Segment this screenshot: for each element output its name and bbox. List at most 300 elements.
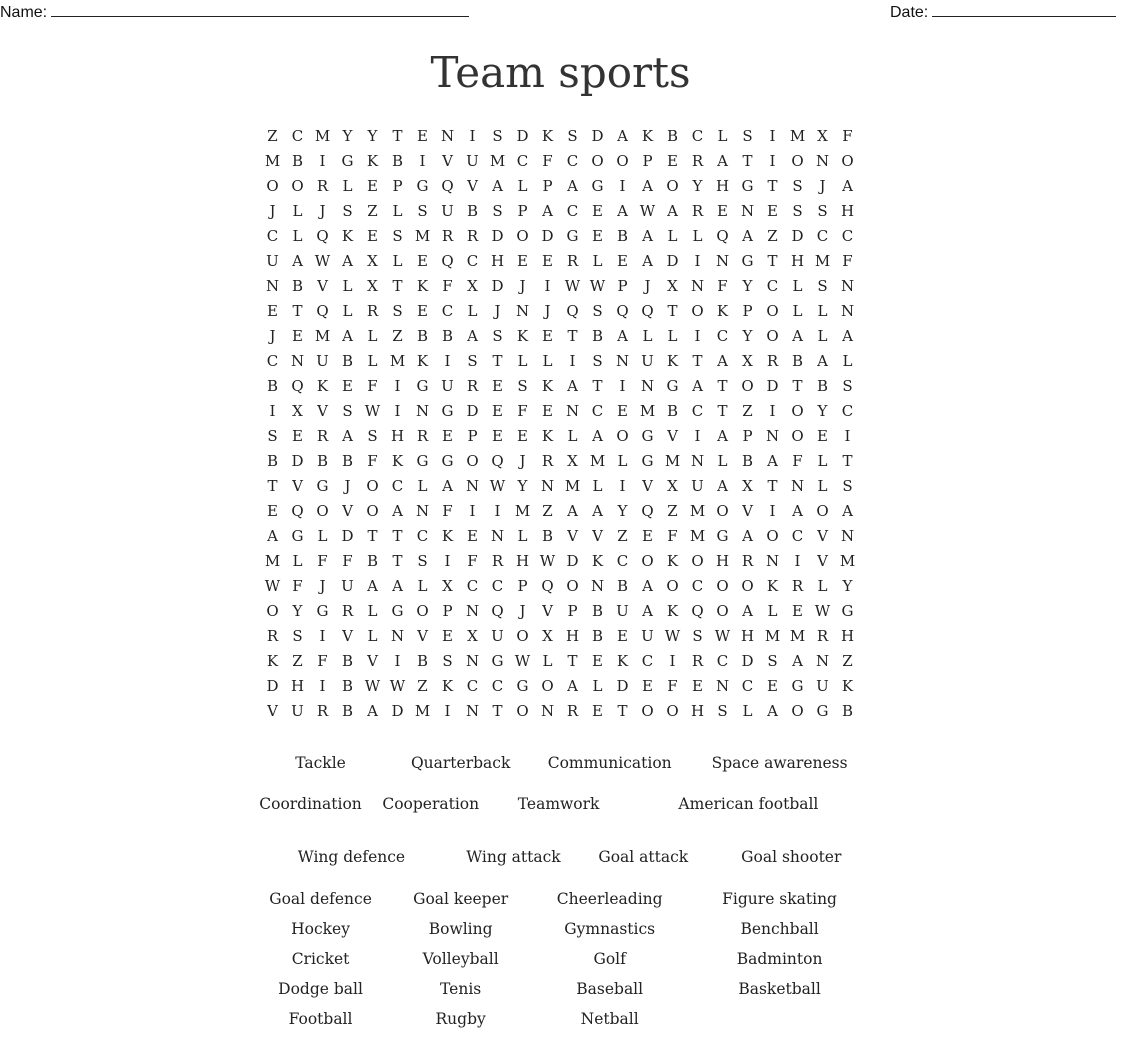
grid-letter: A (642, 577, 653, 595)
grid-letter: N (465, 702, 480, 720)
grid-letter: I (694, 252, 701, 270)
grid-letter: H (740, 627, 755, 645)
grid-letter: I (769, 152, 776, 170)
grid-letter: I (619, 477, 626, 495)
grid-letter: S (717, 702, 728, 720)
word-bank-item: Space awareness (711, 753, 848, 772)
grid-letter: E (367, 227, 378, 245)
grid-letter: U (816, 677, 829, 695)
grid-letter: K (616, 652, 629, 670)
grid-letter: E (492, 402, 503, 420)
grid-letter: D (591, 127, 604, 145)
grid-letter: R (491, 552, 504, 570)
grid-letter: N (740, 202, 755, 220)
grid-letter: I (394, 377, 401, 395)
grid-letter: O (416, 602, 429, 620)
grid-letter: G (291, 527, 304, 545)
grid-letter: K (541, 127, 554, 145)
grid-letter: O (741, 577, 754, 595)
grid-letter: A (267, 527, 278, 545)
grid-letter: Y (742, 327, 753, 345)
grid-letter: M (664, 452, 681, 470)
grid-letter: E (542, 252, 553, 270)
grid-letter: W (264, 577, 281, 595)
grid-letter: C (466, 252, 479, 270)
grid-letter: L (292, 227, 303, 245)
grid-letter: U (291, 702, 304, 720)
grid-letter: U (491, 627, 504, 645)
grid-letter: G (741, 177, 754, 195)
grid-letter: T (492, 702, 503, 720)
grid-letter: I (794, 552, 801, 570)
grid-letter: Q (291, 502, 304, 520)
grid-letter: M (689, 502, 706, 520)
grid-letter: A (792, 652, 803, 670)
grid-letter: N (290, 352, 305, 370)
grid-letter: S (517, 377, 528, 395)
grid-letter: X (742, 477, 753, 495)
grid-letter: O (516, 227, 529, 245)
grid-letter: T (592, 377, 603, 395)
word-bank-item: Cooperation (382, 795, 480, 813)
word-bank-row (250, 944, 870, 974)
grid-letter: M (389, 352, 406, 370)
grid-letter: K (341, 227, 354, 245)
grid-letter: Y (292, 602, 303, 620)
grid-letter: V (342, 502, 353, 520)
grid-letter: R (691, 202, 704, 220)
grid-letter: O (791, 702, 804, 720)
grid-letter: Y (692, 177, 703, 195)
grid-letter: R (791, 577, 804, 595)
grid-letter: O (716, 602, 729, 620)
grid-letter: L (342, 277, 353, 295)
grid-letter: L (367, 627, 378, 645)
grid-letter: D (516, 127, 529, 145)
grid-letter: A (642, 227, 653, 245)
grid-letter: S (392, 227, 403, 245)
grid-letter: I (569, 352, 576, 370)
grid-letter: D (766, 377, 779, 395)
grid-letter: E (667, 152, 678, 170)
grid-letter: W (514, 652, 531, 670)
grid-letter: O (741, 377, 754, 395)
grid-letter: I (444, 352, 451, 370)
grid-letter: A (492, 177, 503, 195)
grid-letter: K (841, 677, 854, 695)
grid-letter: O (791, 427, 804, 445)
grid-letter: C (566, 152, 579, 170)
word-bank-item: Goal shooter (741, 848, 842, 866)
grid-letter: K (416, 277, 429, 295)
grid-letter: B (316, 452, 329, 470)
word-bank-item: Coordination (259, 795, 362, 813)
grid-letter: F (367, 452, 378, 470)
grid-letter: C (841, 227, 854, 245)
grid-letter: V (367, 652, 378, 670)
grid-letter: W (714, 627, 731, 645)
grid-letter: F (667, 527, 678, 545)
grid-row (260, 124, 860, 149)
grid-letter: N (415, 502, 430, 520)
grid-letter: N (640, 377, 655, 395)
grid-letter: G (591, 177, 604, 195)
grid-letter: D (341, 527, 354, 545)
grid-letter: C (291, 127, 304, 145)
grid-letter: P (542, 177, 553, 195)
grid-letter: R (366, 302, 379, 320)
grid-letter: L (417, 477, 428, 495)
grid-letter: C (691, 402, 704, 420)
grid-letter: L (342, 302, 353, 320)
grid-letter: J (269, 327, 276, 345)
grid-letter: B (416, 327, 429, 345)
grid-letter: M (764, 627, 781, 645)
grid-letter: J (819, 177, 826, 195)
grid-letter: U (441, 202, 454, 220)
grid-letter: N (465, 652, 480, 670)
grid-letter: N (790, 477, 805, 495)
grid-letter: X (467, 277, 478, 295)
grid-letter: S (292, 627, 303, 645)
grid-letter: C (616, 552, 629, 570)
grid-row (260, 449, 860, 474)
grid-letter: M (314, 327, 331, 345)
grid-letter: S (267, 427, 278, 445)
grid-row (260, 574, 860, 599)
grid-letter: O (266, 177, 279, 195)
word-bank-item: Netball (580, 1009, 639, 1028)
word-bank-item: Volleyball (422, 949, 499, 968)
grid-letter: D (666, 252, 679, 270)
grid-letter: A (342, 327, 353, 345)
grid-letter: X (817, 127, 828, 145)
grid-letter: B (341, 652, 354, 670)
grid-letter: R (766, 352, 779, 370)
grid-row (260, 199, 860, 224)
grid-letter: Q (316, 302, 329, 320)
grid-letter: S (492, 127, 503, 145)
grid-letter: A (717, 152, 728, 170)
date-blank-line[interactable] (932, 2, 1116, 17)
grid-letter: Q (441, 177, 454, 195)
grid-letter: W (814, 602, 831, 620)
grid-letter: P (517, 202, 528, 220)
grid-letter: Z (292, 652, 303, 670)
grid-letter: E (417, 302, 428, 320)
grid-letter: G (516, 677, 529, 695)
grid-letter: V (592, 527, 603, 545)
grid-letter: T (842, 452, 853, 470)
grid-letter: V (292, 477, 303, 495)
grid-letter: D (491, 277, 504, 295)
grid-letter: I (394, 402, 401, 420)
grid-letter: N (590, 577, 605, 595)
grid-letter: O (291, 177, 304, 195)
grid-letter: N (615, 352, 630, 370)
grid-row (260, 474, 860, 499)
word-bank-item: Tenis (440, 979, 482, 998)
grid-letter: V (317, 402, 328, 420)
grid-letter: H (840, 202, 855, 220)
grid-letter: L (517, 527, 528, 545)
grid-letter: K (591, 552, 604, 570)
grid-letter: B (266, 452, 279, 470)
grid-letter: B (541, 527, 554, 545)
grid-letter: O (366, 477, 379, 495)
grid-letter: N (690, 277, 705, 295)
grid-letter: B (291, 152, 304, 170)
grid-letter: O (616, 427, 629, 445)
grid-row (260, 549, 860, 574)
word-bank-item: Basketball (738, 979, 821, 998)
grid-letter: B (266, 377, 279, 395)
grid-letter: L (542, 652, 553, 670)
grid-letter: L (592, 477, 603, 495)
grid-letter: C (641, 652, 654, 670)
word-bank-item: Figure skating (722, 889, 837, 908)
grid-letter: U (441, 377, 454, 395)
grid-letter: Q (566, 302, 579, 320)
grid-letter: D (266, 677, 279, 695)
grid-letter: Q (641, 502, 654, 520)
grid-letter: A (642, 252, 653, 270)
grid-letter: J (319, 202, 326, 220)
grid-letter: I (394, 652, 401, 670)
word-bank-item: Rugby (435, 1009, 486, 1028)
date-label: Date: (890, 4, 929, 21)
grid-letter: N (690, 452, 705, 470)
grid-letter: R (266, 627, 279, 645)
grid-letter: Y (342, 127, 353, 145)
grid-letter: A (767, 452, 778, 470)
grid-letter: A (717, 477, 728, 495)
grid-letter: A (442, 477, 453, 495)
grid-letter: L (567, 427, 578, 445)
word-bank-row (250, 1004, 870, 1034)
grid-letter: E (442, 627, 453, 645)
name-field[interactable] (0, 2, 469, 22)
grid-letter: O (616, 152, 629, 170)
grid-row (260, 149, 860, 174)
grid-letter: B (791, 352, 804, 370)
word-bank-item: Goal keeper (413, 889, 509, 908)
grid-letter: E (342, 377, 353, 395)
grid-letter: N (840, 527, 855, 545)
grid-letter: C (266, 227, 279, 245)
grid-letter: Z (742, 402, 753, 420)
grid-letter: C (466, 577, 479, 595)
grid-letter: A (792, 327, 803, 345)
grid-row (260, 674, 860, 699)
grid-letter: H (715, 177, 730, 195)
grid-letter: T (767, 177, 778, 195)
grid-letter: W (389, 677, 406, 695)
grid-letter: X (542, 627, 553, 645)
grid-letter: E (292, 427, 303, 445)
grid-row (260, 649, 860, 674)
grid-letter: M (314, 127, 331, 145)
grid-letter: T (292, 302, 303, 320)
grid-letter: N (515, 302, 530, 320)
grid-letter: B (341, 677, 354, 695)
grid-letter: E (767, 677, 778, 695)
grid-letter: D (541, 227, 554, 245)
grid-letter: L (392, 252, 403, 270)
grid-letter: G (416, 377, 429, 395)
grid-letter: V (567, 527, 578, 545)
grid-letter: L (817, 577, 828, 595)
grid-letter: B (391, 152, 404, 170)
grid-letter: Q (441, 252, 454, 270)
grid-letter: Z (767, 227, 778, 245)
word-bank-item: Goal defence (269, 889, 372, 908)
grid-letter: R (541, 452, 554, 470)
grid-letter: I (769, 502, 776, 520)
grid-letter: B (441, 327, 454, 345)
grid-letter: N (540, 477, 555, 495)
grid-letter: A (567, 502, 578, 520)
grid-letter: X (667, 477, 678, 495)
grid-letter: T (392, 277, 403, 295)
grid-letter: O (766, 527, 779, 545)
grid-letter: R (691, 652, 704, 670)
grid-row (260, 374, 860, 399)
grid-letter: P (442, 602, 453, 620)
grid-letter: A (742, 227, 753, 245)
grid-letter: T (392, 127, 403, 145)
grid-letter: L (717, 452, 728, 470)
grid-letter: F (292, 577, 303, 595)
word-bank-item: Benchball (740, 919, 819, 938)
grid-letter: E (592, 652, 603, 670)
grid-letter: V (742, 502, 753, 520)
grid-letter: U (266, 252, 279, 270)
grid-letter: K (316, 377, 329, 395)
grid-letter: N (765, 427, 780, 445)
grid-letter: A (567, 377, 578, 395)
grid-letter: R (816, 627, 829, 645)
grid-letter: D (566, 552, 579, 570)
grid-letter: C (466, 677, 479, 695)
grid-letter: T (567, 652, 578, 670)
grid-letter: V (417, 627, 428, 645)
grid-letter: K (366, 152, 379, 170)
grid-letter: Z (367, 202, 378, 220)
grid-letter: G (341, 152, 354, 170)
grid-letter: M (639, 402, 656, 420)
grid-letter: G (491, 652, 504, 670)
grid-letter: P (392, 177, 403, 195)
grid-letter: C (691, 577, 704, 595)
grid-letter: F (542, 152, 553, 170)
grid-letter: U (341, 577, 354, 595)
date-field[interactable] (890, 2, 1116, 22)
grid-letter: S (367, 427, 378, 445)
grid-letter: O (516, 627, 529, 645)
grid-letter: B (416, 652, 429, 670)
grid-letter: F (317, 652, 328, 670)
word-bank-item: Tackle (295, 753, 346, 772)
grid-letter: F (467, 552, 478, 570)
grid-letter: R (441, 227, 454, 245)
grid-letter: C (791, 527, 804, 545)
grid-letter: A (692, 377, 703, 395)
grid-letter: A (367, 702, 378, 720)
grid-letter: T (742, 152, 753, 170)
grid-letter: T (717, 402, 728, 420)
grid-letter: T (692, 352, 703, 370)
grid-letter: Y (742, 277, 753, 295)
grid-letter: I (769, 127, 776, 145)
grid-letter: C (391, 477, 404, 495)
grid-letter: A (817, 352, 828, 370)
grid-letter: R (316, 702, 329, 720)
grid-letter: A (792, 502, 803, 520)
grid-letter: J (269, 202, 276, 220)
grid-letter: M (839, 552, 856, 570)
grid-letter: F (842, 252, 853, 270)
name-blank-line[interactable] (51, 2, 469, 17)
grid-letter: O (591, 152, 604, 170)
grid-letter: C (491, 577, 504, 595)
grid-row (260, 324, 860, 349)
grid-letter: C (766, 277, 779, 295)
grid-letter: R (691, 152, 704, 170)
grid-letter: M (789, 627, 806, 645)
grid-letter: B (591, 327, 604, 345)
grid-letter: F (842, 127, 853, 145)
grid-letter: E (542, 327, 553, 345)
word-bank-item: Golf (593, 949, 626, 968)
word-bank-row (250, 748, 870, 778)
grid-letter: B (366, 552, 379, 570)
grid-row (260, 349, 860, 374)
grid-letter: C (691, 127, 704, 145)
grid-letter: X (292, 402, 303, 420)
grid-letter: G (666, 377, 679, 395)
grid-letter: J (519, 277, 526, 295)
grid-letter: S (342, 202, 353, 220)
grid-letter: E (642, 527, 653, 545)
word-bank-row (250, 884, 870, 914)
word-bank-item: Teamwork (517, 795, 600, 813)
grid-letter: B (591, 602, 604, 620)
grid-letter: A (842, 177, 853, 195)
grid-letter: A (717, 352, 728, 370)
grid-letter: T (767, 477, 778, 495)
grid-letter: A (342, 252, 353, 270)
grid-letter: B (591, 627, 604, 645)
grid-letter: E (592, 227, 603, 245)
grid-letter: B (666, 127, 679, 145)
grid-letter: S (767, 652, 778, 670)
grid-letter: B (841, 702, 854, 720)
grid-letter: G (716, 527, 729, 545)
grid-letter: W (314, 252, 331, 270)
grid-letter: B (616, 577, 629, 595)
grid-letter: E (692, 677, 703, 695)
grid-letter: U (316, 352, 329, 370)
grid-letter: L (792, 277, 803, 295)
grid-letter: H (390, 427, 405, 445)
grid-letter: V (342, 627, 353, 645)
grid-letter: F (517, 402, 528, 420)
grid-letter: L (817, 302, 828, 320)
page-title: Team sports (430, 48, 691, 97)
grid-letter: E (642, 677, 653, 695)
grid-letter: G (416, 452, 429, 470)
